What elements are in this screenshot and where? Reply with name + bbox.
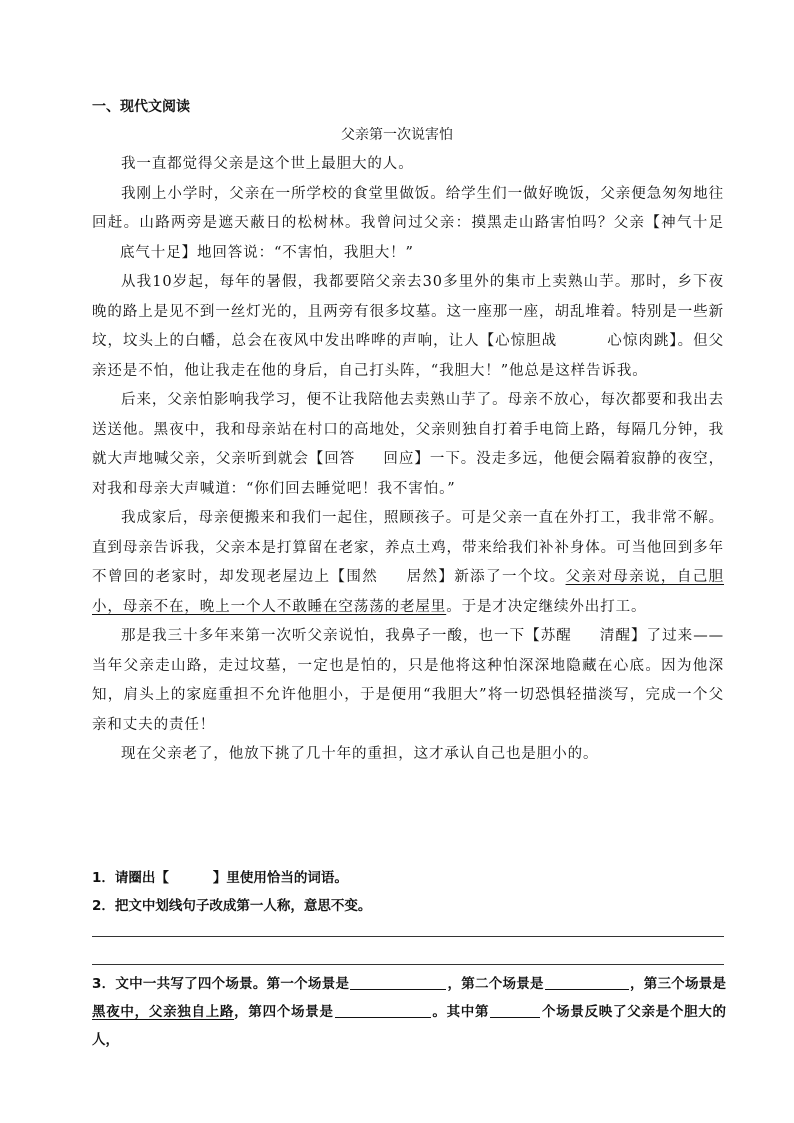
underlined-scene: 黑夜中，父亲独自上路 — [92, 1004, 235, 1020]
underlined-sentence: 父亲对母亲说，自己胆小，母亲不在，晚上一个人不敢睡在空荡荡的老屋里 — [92, 569, 725, 615]
question-1: 1．请圈出【 】里使用恰当的词语。 — [92, 870, 348, 886]
article-body — [92, 150, 724, 770]
paragraph-7: 现在父亲老了，他放下挑了几十年的重担，这才承认自己也是胆小的。 — [121, 746, 599, 762]
paragraph-5: 我成家后，母亲便搬来和我们一起住，照顾孩子。可是父亲一直在外打工，我非常不解。直到母亲告诉我，父亲本是打算留在老家，养点土鸡，带来给我们补补身体。可当他回到多年不曾回的老家时，却发现老屋边上【围然 居然】新添了一个坟。父亲对母亲说，自己胆小，母亲不在，晚上一个人不敢睡在空荡荡的老屋里。于是才决定继续外出打工。 — [92, 510, 725, 615]
section-title: 一、现代文阅读 — [92, 99, 190, 115]
paragraph-3: 从我10岁起，每年的暑假，我都要陪父亲去30多里外的集市上卖熟山芋。那时，乡下夜晚的路上是见不到一丝灯光的，且两旁有很多坟墓。这一座那一座，胡乱堆着。特别是一些新坟，坟头上的白幡，总会在夜风中发出哗哗的声响，让人【心惊胆战 心惊肉跳】。但父亲还是不怕，他让我走在他的身后，自己打头阵，“我胆大！”他总是这样告诉我。 — [92, 274, 725, 379]
paragraph-2: 我刚上小学时，父亲在一所学校的食堂里做饭。给学生们一做好晚饭，父亲便急匆匆地往回赶。山路两旁是遮天蔽日的松树林。我曾问过父亲：摸黑走山路害怕吗？父亲【神气十足底气十足】地回答说：“不害怕，我胆大！” — [92, 185, 724, 261]
paragraph-4: 后来，父亲怕影响我学习，便不让我陪他去卖熟山芋了。母亲不放心，每次都要和我出去送送他。黑夜中，我和母亲站在村口的高地处，父亲则独自打着手电筒上路，每隔几分钟，我就大声地喊父亲，父亲听到就会【回答 回应】一下。没走多远，他便会隔着寂静的夜空，对我和母亲大声喊道：“你们回去睡觉吧！我不害怕。” — [92, 392, 724, 497]
answer-blank[interactable] — [335, 1003, 431, 1018]
answer-blank[interactable] — [490, 1003, 540, 1018]
article-title: 父亲第一次说害怕 — [341, 127, 453, 143]
answer-blank[interactable] — [350, 975, 446, 990]
question-3: 3．文中一共写了四个场景。第一个场景是 ，第二个场景是 ，第三个场景是黑夜中，父亲独自上路，第四个场景是 。其中第 个场景反映了父亲是个胆大的人， — [92, 976, 727, 1048]
paragraph-6: 那是我三十多年来第一次听父亲说怕，我鼻子一酸，也一下【苏醒 清醒】了过来——当年父亲走山路，走过坟墓，一定也是怕的，只是他将这种怕深深地隐藏在心底。因为他深知，肩头上的家庭重担不允许他胆小，于是便用“我胆大”将一切恐惧轻描淡写，完成一个父亲和丈夫的责任！ — [92, 628, 724, 733]
answer-line[interactable] — [92, 964, 724, 965]
paragraph-1: 我一直都觉得父亲是这个世上最胆大的人。 — [121, 156, 414, 172]
answer-line[interactable] — [92, 936, 724, 937]
question-2: 2．把文中划线句子改成第一人称，意思不变。 — [92, 898, 372, 914]
answer-blank[interactable] — [545, 975, 629, 990]
